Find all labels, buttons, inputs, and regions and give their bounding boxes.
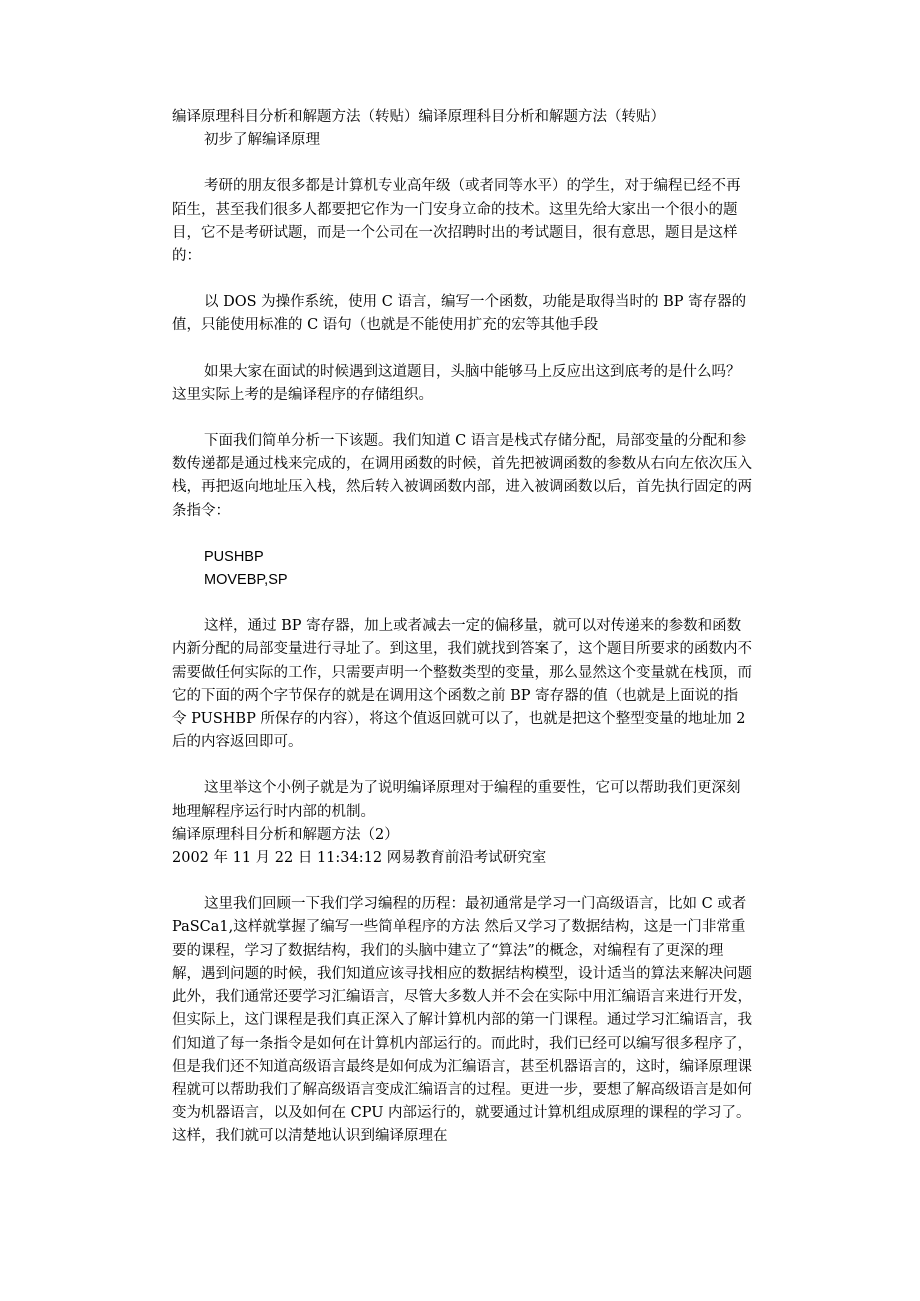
paragraph-intro: 考研的朋友很多都是计算机专业高年级（或者同等水平）的学生，对于编程已经不再陌生，甚至我们很多人都要把它作为一门安身立命的技术。这里先给大家出一个很小的题目，它不是考研试题，而是一个公司在一次招聘时出的考试题目，很有意思，题目是这样的： bbox=[172, 178, 741, 265]
paragraph-conclusion: 这里举这个小例子就是为了说明编译原理对于编程的重要性，它可以帮助我们更深刻地理解程序运行时内部的机制。 bbox=[172, 780, 741, 820]
document-body bbox=[172, 106, 752, 1149]
paragraph-answer: 这样，通过 BP 寄存器，加上或者减去一定的偏移量，就可以对传递来的参数和函数内新分配的局部变量进行寻址了。到这里，我们就找到答案了，这个题目所要求的函数内不需要做任何实际的工作，只需要声明一个整数类型的变量，那么显然这个变量就在栈顶，而它的下面的两个字节保存的就是在调用这个函数之前 BP 寄存器的值（也就是上面说的指令 PUSHBP 所保存的内容），将这个值返回就可以了，也就是把这个整型变量的地址加 2 后的内容返回即可。 bbox=[172, 618, 752, 751]
header-line: 编译原理科目分析和解题方法（转贴）编译原理科目分析和解题方法（转贴） bbox=[172, 109, 665, 125]
paragraph-problem: 以 DOS 为操作系统，使用 C 语言，编写一个函数，功能是取得当时的 BP 寄存器的值，只能使用标准的 C 语句（也就是不能使用扩充的宏等其他手段 bbox=[172, 294, 747, 334]
paragraph-question: 如果大家在面试的时候遇到这道题目，头脑中能够马上反应出这到底考的是什么吗？这里实际上考的是编译程序的存储组织。 bbox=[172, 363, 741, 403]
code-line: PUSHBP bbox=[204, 548, 264, 565]
section2-paragraph: 这里我们回顾一下我们学习编程的历程：最初通常是学习一门高级语言，比如 C 或者 PaSCa1,这样就掌握了编写一些简单程序的方法 然后又学习了数据结构，这是一门非常重要的课程，学习了数据结构，我们的头脑中建立了“算法”的概念，对编程有了更深的理解，遇到问题的时候，我们知道应该寻找相应的数据结构模型，设计适当的算法来解决问题 此外，我们通常还要学习汇编语言，尽管大多数人并不会在实际中用汇编语言来进行开发，但实际上，这门课程是我们真正深入了解计算机内部的第一门课程。通过学习汇编语言，我们知道了每一条指令是如何在计算机内部运行的。而此时，我们已经可以编写很多程序了，但是我们还不知道高级语言最终是如何成为汇编语言，甚至机器语言的，这时，编译原理课程就可以帮助我们了解高级语言变成汇编语言的过程。更进一步，要想了解高级语言是如何变为机器语言，以及如何在 CPU 内部运行的，就要通过计算机组成原理的课程的学习了。这样，我们就可以清楚地认识到编译原理在 bbox=[172, 896, 752, 1145]
section2-date: 2002 年 11 月 22 日 11:34:12 网易教育前沿考试研究室 bbox=[172, 850, 547, 867]
subtitle: 初步了解编译原理 bbox=[204, 132, 320, 149]
code-line: MOVEBP,SP bbox=[204, 572, 288, 589]
paragraph-analysis: 下面我们简单分析一下该题。我们知道 C 语言是栈式存储分配，局部变量的分配和参数传递都是通过栈来完成的，在调用函数的时候，首先把被调函数的参数从右向左依次压入栈，再把返向地址压入栈，然后转入被调函数内部，进入被调函数以后，首先执行固定的两条指令： bbox=[172, 433, 752, 519]
section2-title: 编译原理科目分析和解题方法（2） bbox=[172, 826, 399, 843]
